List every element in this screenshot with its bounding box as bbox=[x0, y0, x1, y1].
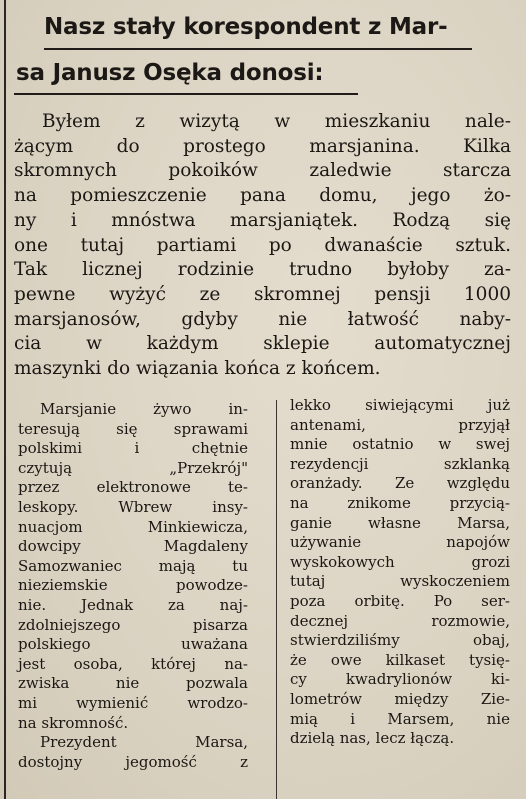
lead-line: ny i mnóstwa marsjaniątek. Rodzą się bbox=[14, 209, 511, 231]
column-left-line: leskopy. Wbrew insy- bbox=[18, 497, 248, 516]
column-left-line: zwiska nie pozwala bbox=[18, 674, 248, 693]
column-right-line: decznej rozmowie, bbox=[290, 611, 510, 630]
column-left-line: Prezydent Marsa, bbox=[40, 733, 248, 752]
lead-line: Tak licznej rodzinie trudno byłoby za- bbox=[14, 259, 511, 281]
column-right-line: że owe kilkaset tysię- bbox=[290, 650, 510, 669]
lead-line: cia w każdym sklepie automatycznej bbox=[14, 333, 511, 355]
column-left-line: jest osoba, której na- bbox=[18, 654, 248, 673]
column-right-line: lometrów między Zie- bbox=[290, 689, 510, 708]
left-margin-rule bbox=[4, 0, 6, 799]
column-left-line: zdolniejszego pisarza bbox=[18, 615, 248, 634]
column-right-line: dzielą nas, lecz łączą. bbox=[290, 729, 455, 748]
column-right-line: cy kwadrylionów ki- bbox=[290, 670, 510, 689]
lead-line: marsjanosów, gdyby nie łatwość naby- bbox=[14, 308, 511, 330]
column-left-line: na skromność. bbox=[18, 713, 129, 732]
column-right-line: oranżady. Ze względu bbox=[290, 474, 510, 493]
column-left-line: nuacjom Minkiewicza, bbox=[18, 517, 248, 536]
headline-underline-1 bbox=[44, 48, 472, 50]
column-left-line: dowcipy Magdaleny bbox=[18, 537, 248, 556]
lead-line: skromnych pokoików zaledwie starcza bbox=[14, 160, 511, 182]
column-left-line: nieziemskie powodze- bbox=[18, 576, 248, 595]
column-right-line: tutaj wyskoczeniem bbox=[290, 572, 510, 591]
lead-line: Byłem z wizytą w mieszkaniu nale- bbox=[42, 111, 511, 132]
lead-line: maszynki do wiązania końca z końcem. bbox=[14, 358, 381, 380]
lead-line: pewne wyżyć ze skromnej pensji 1000 bbox=[14, 283, 511, 305]
column-right-line: wyskokowych grozi bbox=[290, 552, 510, 571]
column-left-line: polskimi i chętnie bbox=[18, 439, 248, 458]
column-right-line: lekko siwiejącymi już bbox=[290, 396, 510, 414]
column-right bbox=[290, 396, 510, 749]
column-left-line: Samozwaniec mają tu bbox=[18, 556, 248, 575]
column-right-line: mnie ostatnio w swej bbox=[290, 435, 510, 454]
column-left-line: polskiego uważana bbox=[18, 635, 248, 654]
column-right-line: ganie własne Marsa, bbox=[290, 513, 510, 532]
column-left-line: teresują się sprawami bbox=[18, 419, 248, 438]
column-right-line: używanie napojów bbox=[290, 533, 510, 552]
headline-line-2: sa Janusz Osęka donosi: bbox=[16, 60, 324, 86]
headline-underline-2 bbox=[14, 93, 358, 95]
lead-paragraph bbox=[14, 110, 511, 382]
column-left-line: czytują „Przekrój" bbox=[18, 458, 248, 477]
column-left-line: mi wymienić wrodzo- bbox=[18, 693, 248, 712]
column-right-line: rezydencji szklanką bbox=[290, 454, 510, 473]
headline-line-1: Nasz stały korespondent z Mar- bbox=[44, 14, 448, 40]
column-left-line: dostojny jegomość z bbox=[18, 752, 248, 771]
column-left bbox=[18, 400, 248, 772]
column-left-line: Marsjanie żywo in- bbox=[40, 400, 248, 418]
lead-line: na pomieszczenie pana domu, jego żo- bbox=[14, 185, 511, 207]
column-right-line: mią i Marsem, nie bbox=[290, 709, 510, 728]
two-column-body bbox=[14, 396, 514, 799]
column-left-line: nie. Jednak za naj- bbox=[18, 595, 248, 614]
column-right-line: antenami, przyjął bbox=[290, 415, 510, 434]
column-left-line: przez elektronowe te- bbox=[18, 478, 248, 497]
column-right-line: stwierdziliśmy obaj, bbox=[290, 631, 510, 650]
column-divider bbox=[276, 400, 277, 799]
lead-line: one tutaj partiami po dwanaście sztuk. bbox=[14, 234, 511, 256]
lead-line: żącym do prostego marsjanina. Kilka bbox=[14, 135, 511, 157]
column-right-line: na znikome przycią- bbox=[290, 493, 510, 512]
column-right-line: poza orbitę. Po ser- bbox=[290, 591, 510, 610]
